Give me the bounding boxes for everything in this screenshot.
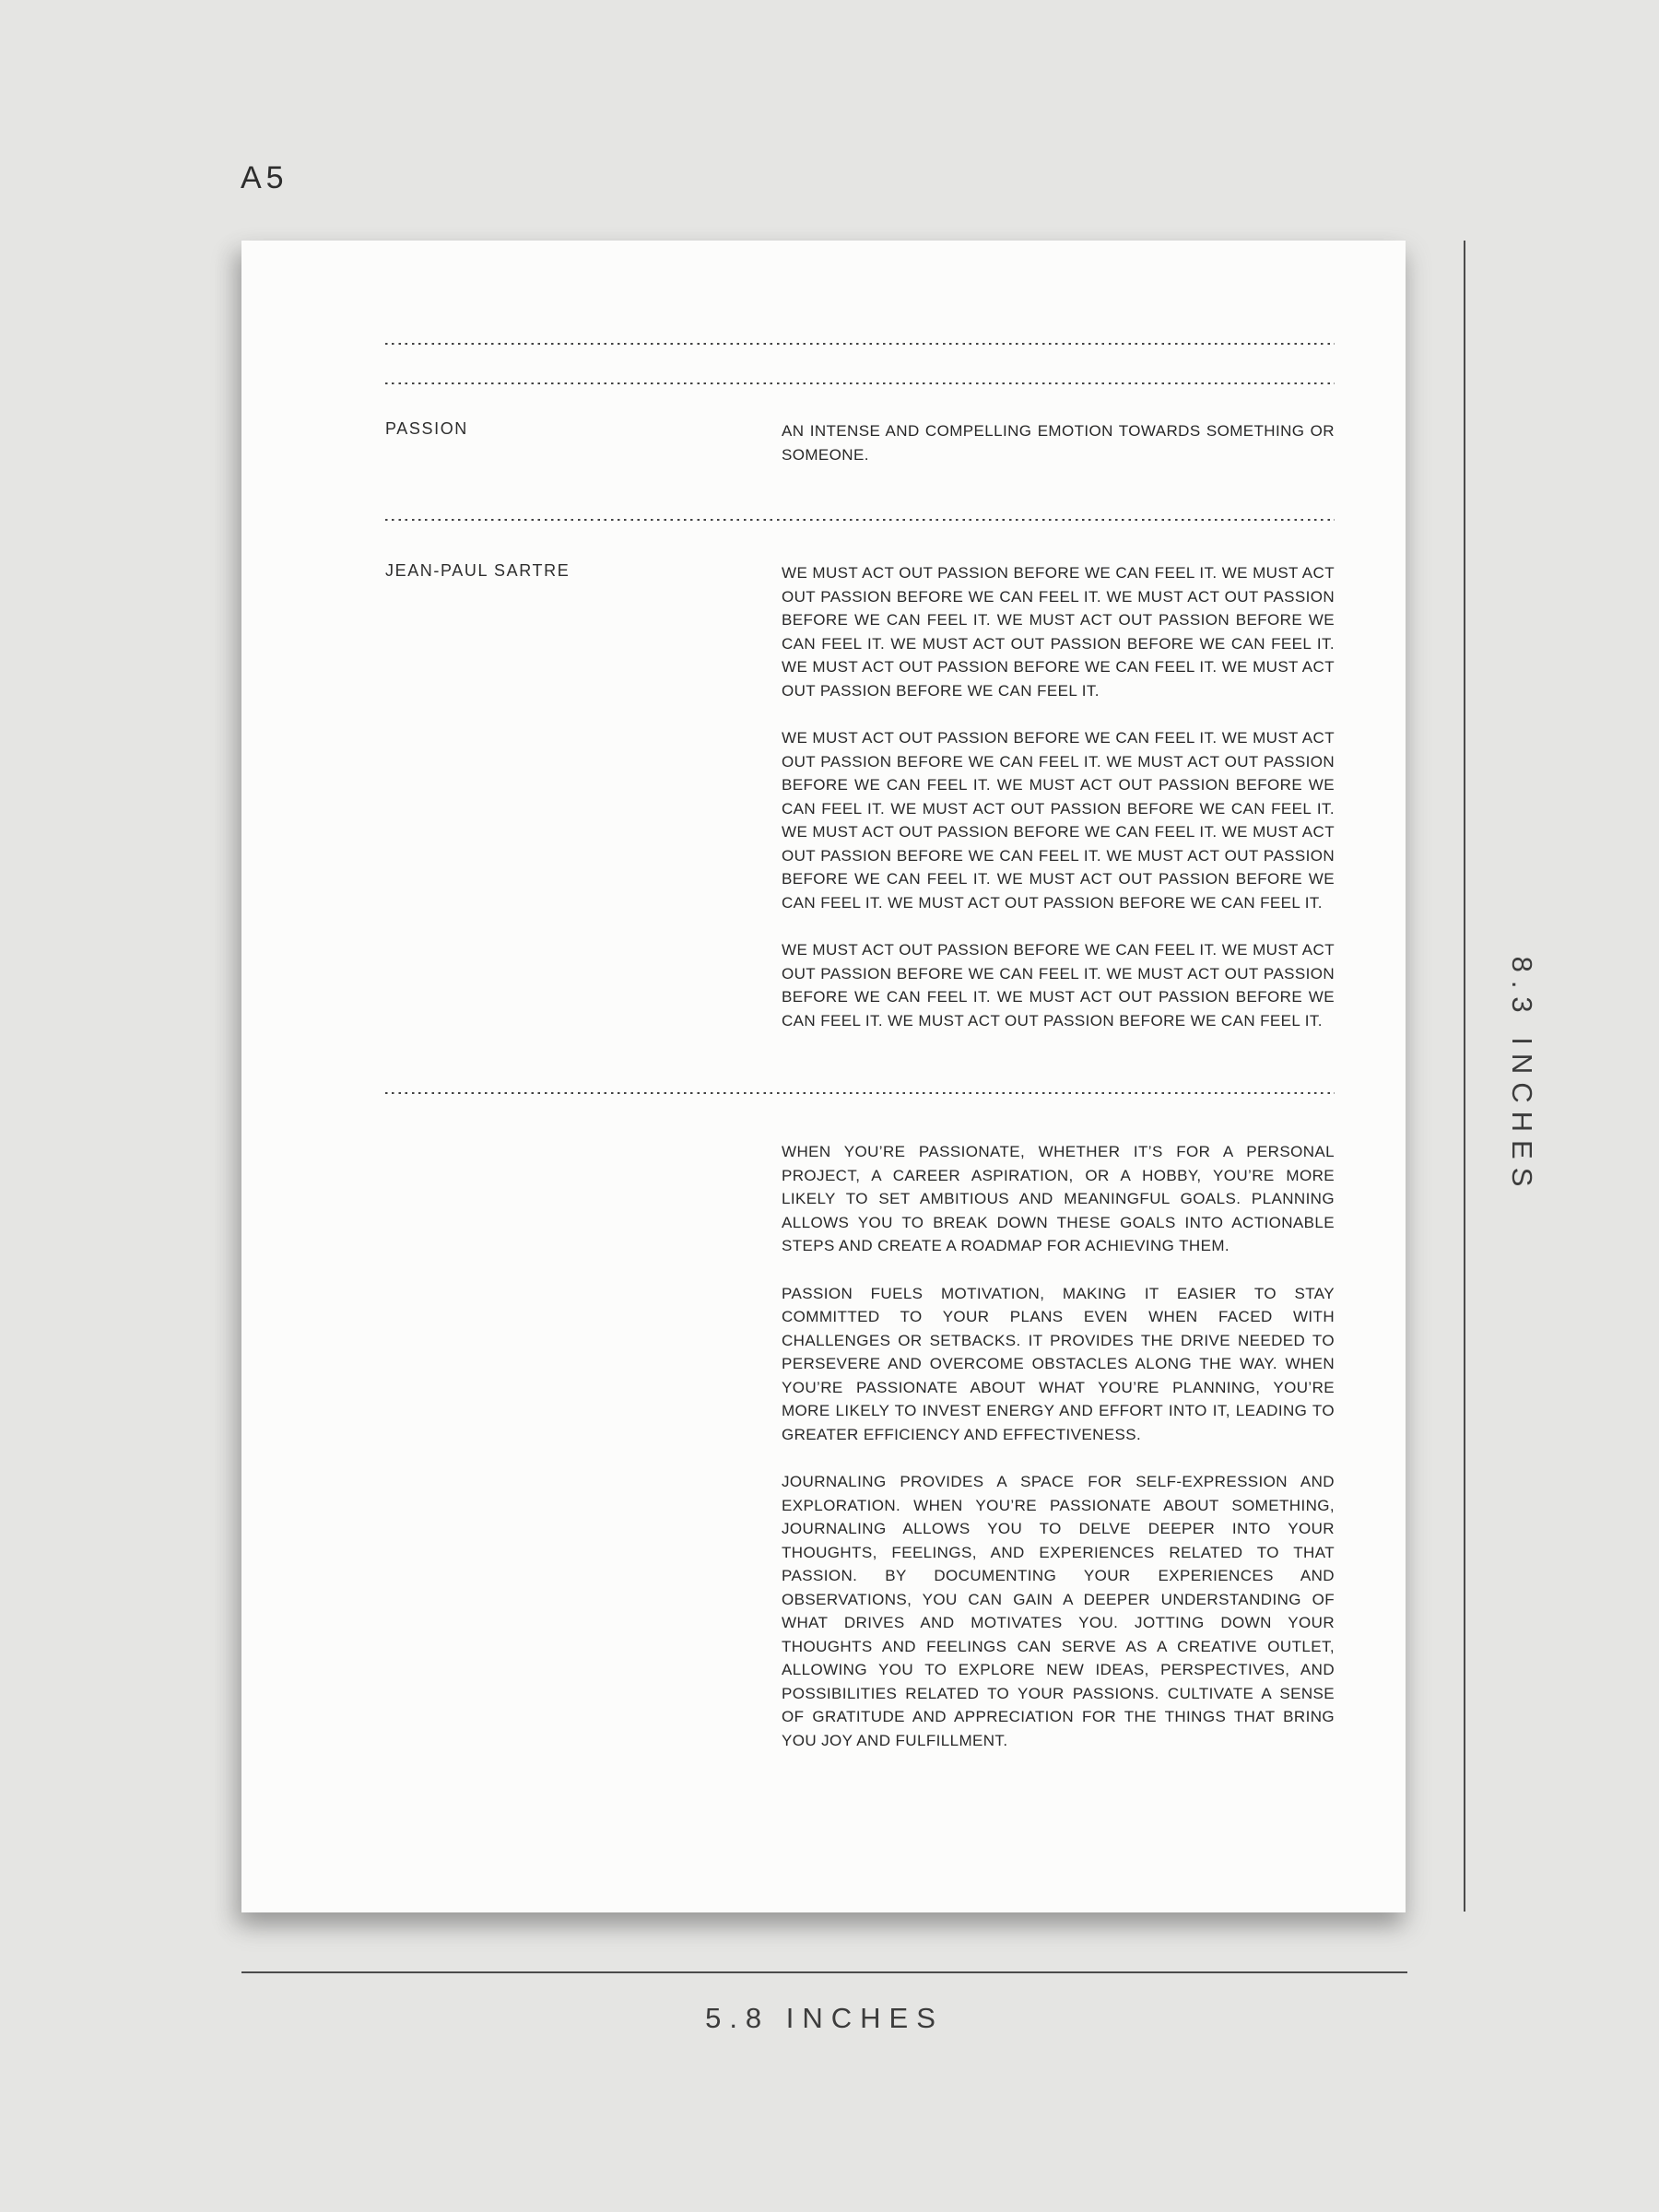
- dotted-rule-2: [385, 382, 1335, 384]
- height-measure-line: [1464, 241, 1465, 1912]
- page-size-label: A5: [241, 160, 288, 195]
- journal-paragraph: JOURNALING PROVIDES A SPACE FOR SELF-EXPRESSION AND EXPLORATION. WHEN YOU’RE PASSIONATE ABOUT SOMETHING, JOURNALING ALLOWS YOU TO DELVE DEEPER INTO YOUR THOUGHTS, FEELINGS, AND EXPERIENCES RELATED TO THAT PASSION. BY DOCUMENTING YOUR EXPERIENCES AND OBSERVATIONS, YOU CAN GAIN A DEEPER UNDERSTANDING OF WHAT DRIVES AND MOTIVATES YOU. JOTTING DOWN YOUR THOUGHTS AND FEELINGS CAN SERVE AS A CREATIVE OUTLET, ALLOWING YOU TO EXPLORE NEW IDEAS, PERSPECTIVES, AND POSSIBILITIES RELATED TO YOUR PASSIONS. CULTIVATE A SENSE OF GRATITUDE AND APPRECIATION FOR THE THINGS THAT BRING YOU JOY AND FULFILLMENT.: [782, 1473, 1335, 1749]
- dotted-rule-1: [385, 343, 1335, 345]
- journal-page: [241, 241, 1406, 1912]
- quote-text: [782, 561, 1335, 1032]
- journal-text: [782, 1140, 1335, 1752]
- width-measure-line: [241, 1971, 1407, 1973]
- quote-row: [385, 561, 1335, 1032]
- term-label: PASSION: [385, 419, 468, 438]
- width-dimension-label: 5.8 INCHES: [705, 2002, 944, 2034]
- height-dimension-label: 8.3 INCHES: [1506, 956, 1538, 1195]
- journal-paragraph: PASSION FUELS MOTIVATION, MAKING IT EASIER TO STAY COMMITTED TO YOUR PLANS EVEN WHEN FACED WITH CHALLENGES OR SETBACKS. IT PROVIDES THE DRIVE NEEDED TO PERSEVERE AND OVERCOME OBSTACLES ALONG THE WAY. WHEN YOU’RE PASSIONATE ABOUT WHAT YOU’RE PLANNING, YOU’RE MORE LIKELY TO INVEST ENERGY AND EFFORT INTO IT, LEADING TO GREATER EFFICIENCY AND EFFECTIVENESS.: [782, 1284, 1335, 1443]
- journal-row: [385, 1140, 1335, 1752]
- definition-row: [385, 419, 1335, 466]
- journal-empty-label: [385, 1140, 782, 1752]
- quote-paragraph: WE MUST ACT OUT PASSION BEFORE WE CAN FEEL IT. WE MUST ACT OUT PASSION BEFORE WE CAN FEEL IT. WE MUST ACT OUT PASSION BEFORE WE CAN FEEL IT. WE MUST ACT OUT PASSION BEFORE WE CAN FEEL IT. WE MUST ACT OUT PASSION BEFORE WE CAN FEEL IT. WE MUST ACT OUT PASSION BEFORE WE CAN FEEL IT. WE MUST ACT OUT PASSION BEFORE WE CAN FEEL IT.: [782, 564, 1335, 700]
- quote-paragraph: WE MUST ACT OUT PASSION BEFORE WE CAN FEEL IT. WE MUST ACT OUT PASSION BEFORE WE CAN FEEL IT. WE MUST ACT OUT PASSION BEFORE WE CAN FEEL IT. WE MUST ACT OUT PASSION BEFORE WE CAN FEEL IT. WE MUST ACT OUT PASSION BEFORE WE CAN FEEL IT.: [782, 941, 1335, 1030]
- journal-paragraph: WHEN YOU’RE PASSIONATE, WHETHER IT’S FOR A PERSONAL PROJECT, A CAREER ASPIRATION, OR A HOBBY, YOU’RE MORE LIKELY TO SET AMBITIOUS AND MEANINGFUL GOALS. PLANNING ALLOWS YOU TO BREAK DOWN THESE GOALS INTO ACTIONABLE STEPS AND CREATE A ROADMAP FOR ACHIEVING THEM.: [782, 1143, 1335, 1254]
- quote-paragraph: WE MUST ACT OUT PASSION BEFORE WE CAN FEEL IT. WE MUST ACT OUT PASSION BEFORE WE CAN FEEL IT. WE MUST ACT OUT PASSION BEFORE WE CAN FEEL IT. WE MUST ACT OUT PASSION BEFORE WE CAN FEEL IT. WE MUST ACT OUT PASSION BEFORE WE CAN FEEL IT. WE MUST ACT OUT PASSION BEFORE WE CAN FEEL IT. WE MUST ACT OUT PASSION BEFORE WE CAN FEEL IT. WE MUST ACT OUT PASSION BEFORE WE CAN FEEL IT. WE MUST ACT OUT PASSION BEFORE WE CAN FEEL IT. WE MUST ACT OUT PASSION BEFORE WE CAN FEEL IT.: [782, 729, 1335, 912]
- dotted-rule-4: [385, 1092, 1335, 1094]
- author-label: JEAN-PAUL SARTRE: [385, 561, 571, 580]
- page-content: [385, 343, 1335, 1752]
- dotted-rule-3: [385, 519, 1335, 521]
- definition-text: AN INTENSE AND COMPELLING EMOTION TOWARDS SOMETHING OR SOMEONE.: [782, 422, 1335, 464]
